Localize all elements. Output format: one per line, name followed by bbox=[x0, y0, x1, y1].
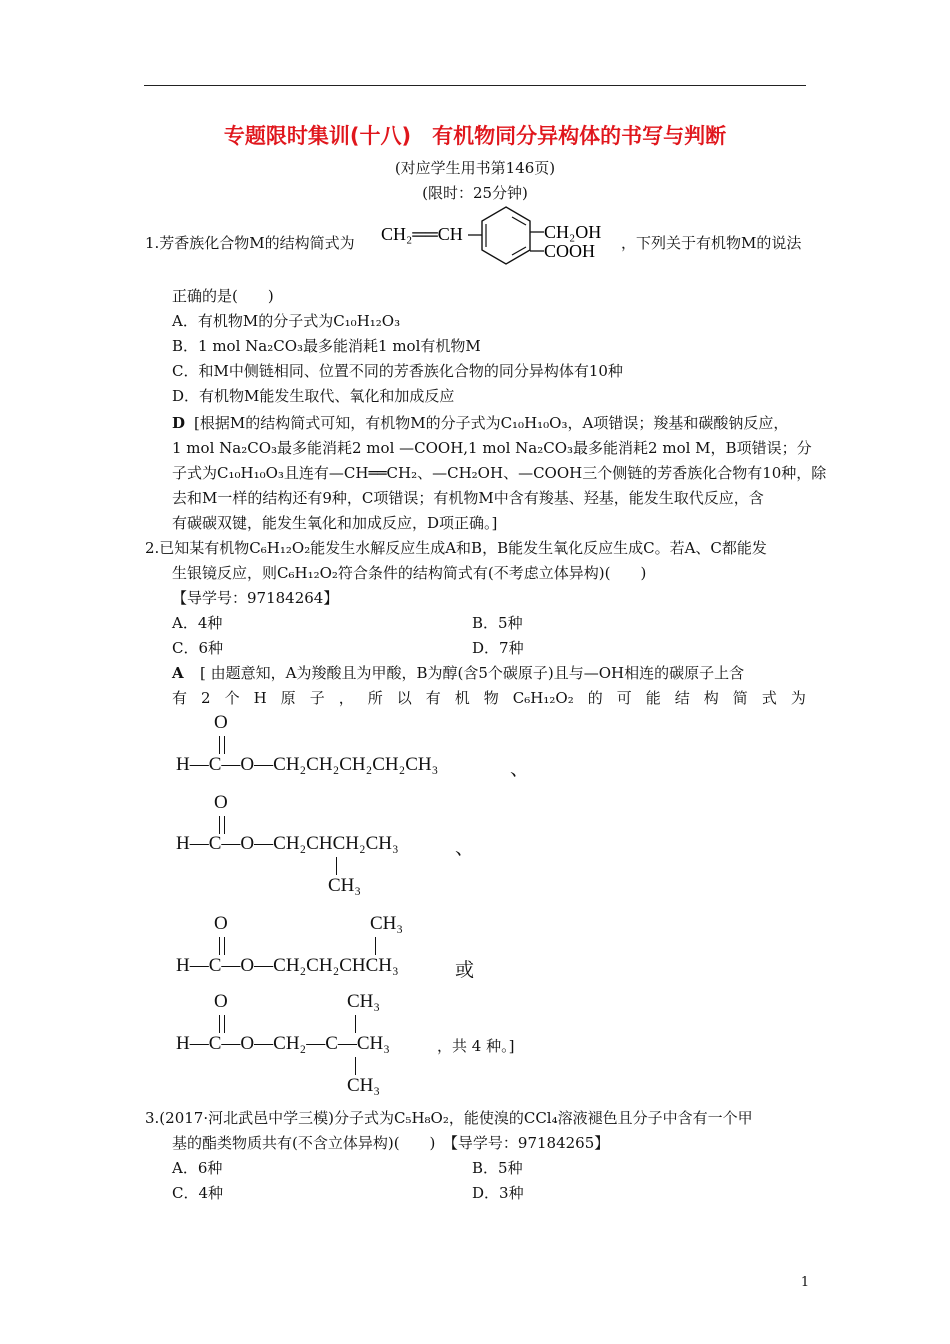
page-number: 1 bbox=[800, 1275, 810, 1290]
separator: 或 bbox=[455, 960, 475, 981]
separator: 、 bbox=[510, 759, 530, 780]
q2-answer: A bbox=[172, 664, 184, 682]
q1-stem-cont: 正确的是( ) bbox=[172, 287, 274, 305]
top-rule bbox=[144, 85, 806, 86]
q1-explanation-line: [根据M的结构简式可知，有机物M的分子式为C₁₀H₁₀O₃，A项错误；羧基和碳酸钠反应， bbox=[194, 414, 789, 432]
time-limit: (限时：25分钟) bbox=[422, 184, 528, 202]
q1-stem-prefix: 1.芳香族化合物M的结构简式为 bbox=[145, 234, 355, 252]
q1-explanation-line: 有碳碳双键，能发生氧化和加成反应，D项正确。] bbox=[172, 514, 498, 532]
formula-3: H—C—O—CH₂CH₂CHCH₃ bbox=[176, 955, 399, 976]
q3-stem-line: 3.(2017·河北武邑中学三模)分子式为C₅H₈O₂，能使溴的CCl₄溶液褪色且分子中含有一个甲 bbox=[145, 1109, 753, 1127]
double-bond bbox=[219, 736, 225, 754]
q1-option-d: D．有机物M能发生取代、氧化和加成反应 bbox=[172, 387, 455, 405]
branch-bond bbox=[355, 1015, 356, 1033]
ch2oh-group: CH₂OH bbox=[544, 222, 602, 242]
q2-explanation-line: [ 由题意知，A为羧酸且为甲酸，B为醇(含5个碳原子)且与—OH相连的碳原子上含 bbox=[200, 664, 745, 682]
q1-answer: D bbox=[172, 414, 186, 432]
q2-stem-line: 生银镜反应，则C₆H₁₂O₂符合条件的结构简式有(不考虑立体异构)( ) bbox=[172, 564, 647, 582]
formula-2: H—C—O—CH₂CHCH₂CH₃ bbox=[176, 833, 399, 854]
q1-option-a: A．有机物M的分子式为C₁₀H₁₂O₃ bbox=[172, 312, 401, 330]
q3-stem-line: 基的酯类物质共有(不含立体异构)( ) 【导学号：97184265】 bbox=[172, 1134, 610, 1152]
formula-4-tail: ，共 4 种。] bbox=[437, 1037, 515, 1055]
q2-stem-line: 2.已知某有机物C₆H₁₂O₂能发生水解反应生成A和B，B能发生氧化反应生成C。若A、C都能发 bbox=[145, 539, 767, 557]
q3-option-b: B．5种 bbox=[472, 1159, 523, 1177]
methyl-bottom: CH₃ bbox=[347, 1075, 381, 1096]
q1-option-b: B．1 mol Na₂CO₃最多能消耗1 mol有机物M bbox=[172, 337, 481, 355]
q3-option-a: A．6种 bbox=[172, 1159, 223, 1177]
branch-bond bbox=[355, 1057, 356, 1075]
methyl-top: CH₃ bbox=[347, 991, 381, 1012]
q1-option-c: C．和M中侧链相同、位置不同的芳香族化合物的同分异构体有10种 bbox=[172, 362, 623, 380]
q1-explanation-line: 子式为C₁₀H₁₀O₃且连有—CH══CH₂、—CH₂OH、—COOH三个侧链的芳香族化合物有10种，除 bbox=[172, 464, 827, 482]
branch-bond bbox=[375, 937, 376, 955]
formula-1: H—C—O—CH₂CH₂CH₂CH₂CH₃ bbox=[176, 754, 439, 775]
q3-option-c: C．4种 bbox=[172, 1184, 224, 1202]
q2-guide-number: 【导学号：97184264】 bbox=[172, 589, 339, 607]
q3-option-d: D．3种 bbox=[472, 1184, 524, 1202]
vinyl-group: CH₂══CH bbox=[381, 224, 463, 244]
branch-bond bbox=[336, 857, 337, 875]
methyl-branch: CH₃ bbox=[328, 875, 362, 896]
methyl-branch: CH₃ bbox=[370, 913, 404, 934]
carbonyl-oxygen: O bbox=[214, 913, 228, 934]
double-bond bbox=[219, 937, 225, 955]
carbonyl-oxygen: O bbox=[214, 792, 228, 813]
q2-option-c: C．6种 bbox=[172, 639, 224, 657]
q1-stem-suffix: ，下列关于有机物M的说法 bbox=[621, 234, 802, 252]
q2-option-b: B．5种 bbox=[472, 614, 523, 632]
carbonyl-oxygen: O bbox=[214, 712, 228, 733]
q2-option-a: A．4种 bbox=[172, 614, 223, 632]
q2-option-d: D．7种 bbox=[472, 639, 524, 657]
benzene-ring bbox=[482, 207, 530, 264]
cooh-group: COOH bbox=[544, 241, 596, 261]
separator: 、 bbox=[455, 838, 475, 859]
double-bond bbox=[219, 816, 225, 834]
q2-explanation-justified: 有 2 个 H 原 子 ， 所 以 有 机 物 C₆H₁₂O₂ 的 可 能 结 构 简 式 为 bbox=[172, 689, 806, 707]
q1-explanation-line: 1 mol Na₂CO₃最多能消耗2 mol —COOH,1 mol Na₂CO₃最多能消耗2 mol M，B项错误；分 bbox=[172, 439, 812, 457]
q1-structure-m bbox=[378, 205, 620, 273]
q1-explanation-line: 去和M一样的结构还有9种，C项错误；有机物M中含有羧基、羟基，能发生取代反应，含 bbox=[172, 489, 764, 507]
textbook-reference: (对应学生用书第146页) bbox=[394, 159, 556, 177]
formula-4: H—C—O—CH₂—C—CH₃ bbox=[176, 1033, 390, 1054]
carbonyl-oxygen: O bbox=[214, 991, 228, 1012]
double-bond bbox=[219, 1015, 225, 1033]
page-title: 专题限时集训(十八) 有机物同分异构体的书写与判断 bbox=[223, 124, 727, 148]
